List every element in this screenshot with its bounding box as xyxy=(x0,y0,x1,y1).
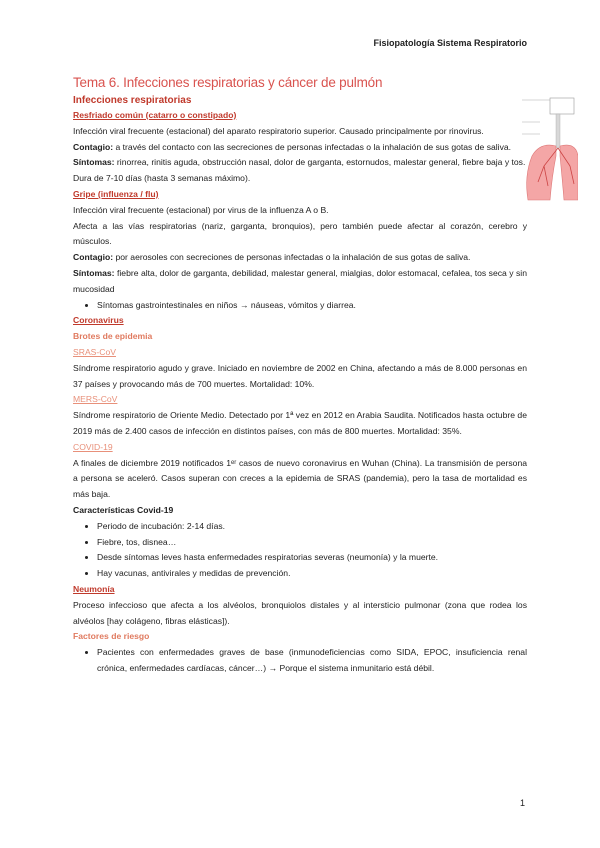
gripe-heading: Gripe (influenza / flu) xyxy=(73,188,159,199)
page-number: 1 xyxy=(519,798,525,808)
factores-heading: Factores de riesgo xyxy=(73,631,150,642)
contagio-label: Contagio: xyxy=(73,141,114,152)
resfriado-description: Infección viral frecuente (estacional) del aparato respiratorio superior. Causado principalmente por rinovirus. xyxy=(73,125,484,136)
list-item: • Pacientes con enfermedades graves de base (inmunodeficiencias como SIDA, EPOC, insuficiencia renal crónica, enfermedades cardíacas, cáncer…) → Porque el sistema inmunitario está débil. xyxy=(97,645,527,677)
neumonia-text: Proceso infeccioso que afecta a los alvéolos, bronquiolos distales y al intersticio pulmonar (zona que rodea los alvéolos [hay colágeno, fibras elásticas]). xyxy=(73,599,527,626)
document-title: Tema 6. Infecciones respiratorias y cáncer de pulmón xyxy=(73,75,383,90)
sintomas-text: fiebre alta, dolor de garganta, debilidad, malestar general, mialgias, dolor estomacal, cefalea, tos seca y sin mucosidad xyxy=(73,267,527,294)
caracteristicas-heading: Características Covid-19 xyxy=(73,504,174,515)
gripe-afecta: Afecta a las vías respiratorias (nariz, garganta, bronquios), pero también puede afectar al corazón, cerebro y músculos. xyxy=(73,220,527,247)
mers-heading: MERS-CoV xyxy=(73,394,118,405)
list-item: • Desde síntomas leves hasta enfermedades respiratorias severas (neumonía) y la muerte. xyxy=(97,550,527,566)
brotes-heading: Brotes de epidemia xyxy=(73,331,153,342)
sintomas-text: rinorrea, rinitis aguda, obstrucción nasal, dolor de garganta, estornudos, malestar general, fiebre baja y tos. xyxy=(114,157,526,168)
sintomas-label: Síntomas: xyxy=(73,157,115,168)
gripe-contagio xyxy=(73,250,527,266)
lungs-illustration-icon xyxy=(520,96,578,204)
sras-heading: SRAS-CoV xyxy=(73,346,116,357)
list-item: • Fiebre, tos, disnea… xyxy=(97,535,527,551)
list-item: • Periodo de incubación: 2-14 días. xyxy=(97,519,527,535)
list-item: • Síntomas gastrointestinales en niños → náuseas, vómitos y diarrea. xyxy=(97,298,527,314)
sintomas-label: Síntomas: xyxy=(73,267,115,278)
gripe-description: Infección viral frecuente (estacional) por virus de la influenza A o B. xyxy=(73,204,329,215)
neumonia-heading: Neumonía xyxy=(73,583,115,594)
gripe-sintomas xyxy=(73,266,527,298)
covid-heading: COVID-19 xyxy=(73,441,113,452)
document-body xyxy=(73,74,527,677)
covid-text: A finales de diciembre 2019 notificados 1ᵉʳ casos de nuevo coronavirus en Wuhan (China). La transmisión de persona a persona se aceleró. Casos superan con creces a la epidemia de SRAS (pandemia), pero la tasa de mortalidad es más baja. xyxy=(73,457,527,500)
resfriado-duracion: Dura de 7-10 días (hasta 3 semanas máximo). xyxy=(73,173,251,184)
coronavirus-heading: Coronavirus xyxy=(73,315,124,326)
caracteristicas-list xyxy=(73,519,527,582)
sras-text: Síndrome respiratorio agudo y grave. Iniciado en noviembre de 2002 en China, afectando a más de 8.000 personas en 37 países y provocando más de 700 muertes. Mortalidad: 10%. xyxy=(73,362,527,389)
resfriado-contagio xyxy=(73,140,527,156)
gripe-bullets xyxy=(73,298,527,314)
factores-list xyxy=(73,645,527,677)
list-item: • Hay vacunas, antivirales y medidas de prevención. xyxy=(97,566,527,582)
contagio-text: por aerosoles con secreciones de personas infectadas o la inhalación de sus gotas de saliva. xyxy=(113,252,471,263)
page-header: Fisiopatología Sistema Respiratorio xyxy=(373,38,527,48)
contagio-text: a través del contacto con las secreciones de personas infectadas o la inhalación de sus gotas de saliva. xyxy=(113,141,512,152)
mers-text: Síndrome respiratorio de Oriente Medio. Detectado por 1ª vez en 2012 en Arabia Saudita. Notificados hasta octubre de 2019 más de 2.400 casos de infección en distintos países, con más de 800 muertes. Mortalidad: 35%. xyxy=(73,410,527,436)
resfriado-sintomas xyxy=(73,155,527,171)
section-heading: Infecciones respiratorias xyxy=(73,95,192,106)
resfriado-heading: Resfriado común (catarro o constipado) xyxy=(73,110,237,120)
contagio-label: Contagio: xyxy=(73,252,114,263)
